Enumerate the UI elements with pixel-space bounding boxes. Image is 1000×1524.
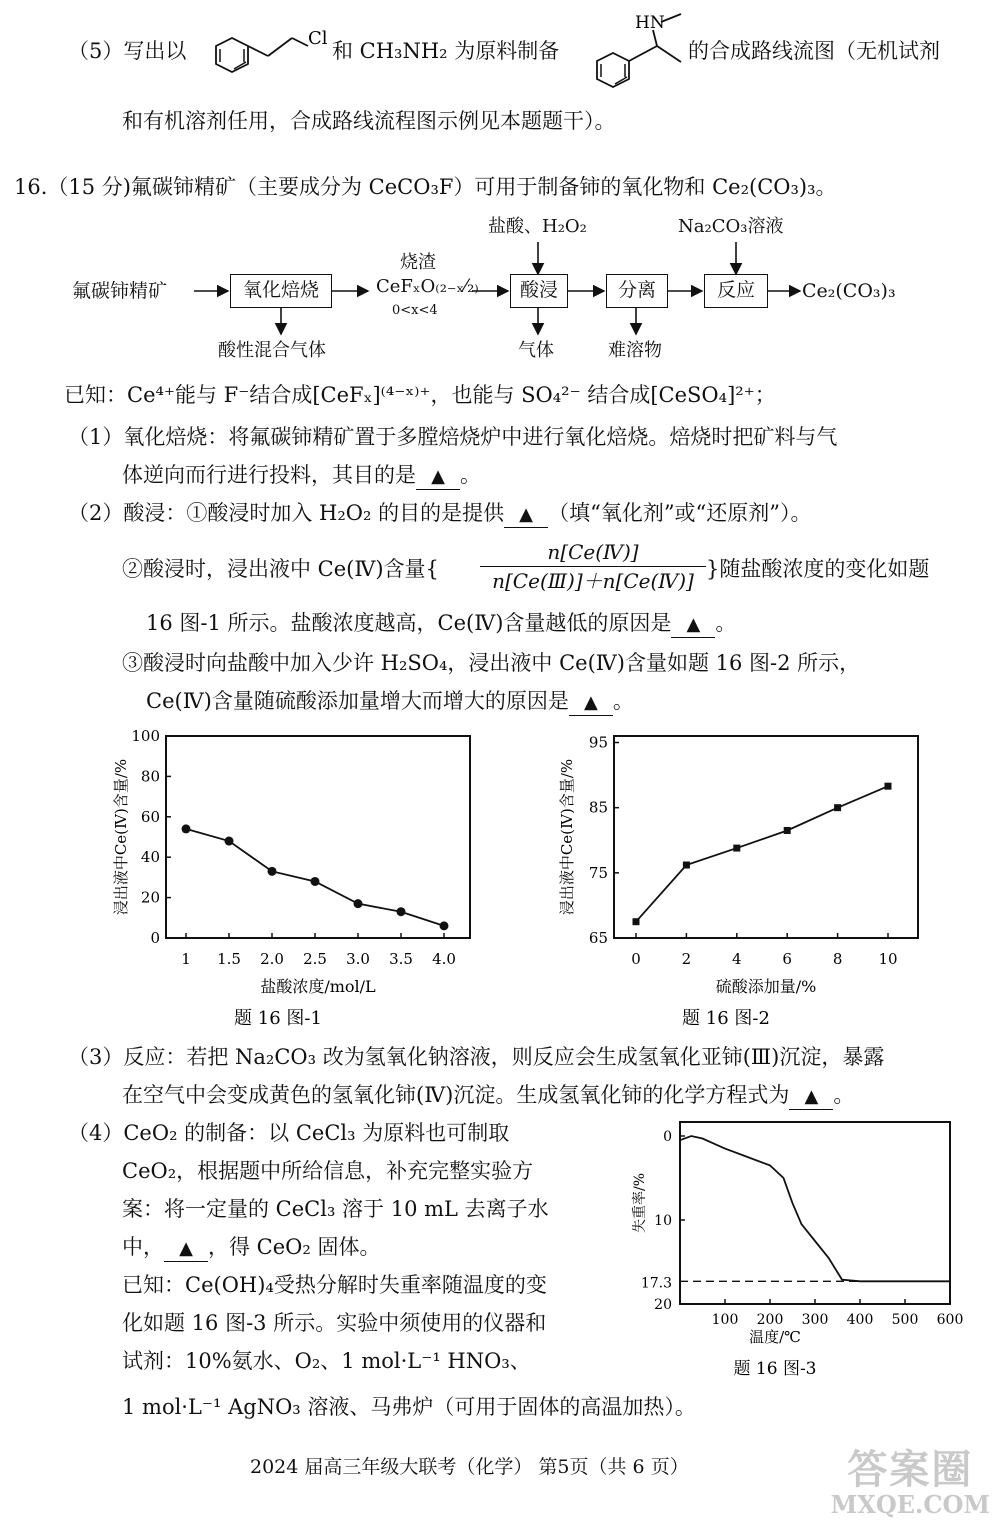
page-footer: 2024 届高三年级大联考（化学） 第5页（共 6 页） xyxy=(250,1456,689,1478)
q16-3-line2: 在空气中会变成黄色的氢氧化铈(Ⅳ)沉淀。生成氢氧化铈的化学方程式为 ▲ 。 xyxy=(122,1080,854,1110)
q16-2-part3: ③酸浸时向盐酸中加入少许 H₂SO₄，浸出液中 Ce(Ⅳ)含量如题 16 图-2 所示， xyxy=(122,651,861,675)
y-tick-label: 85 xyxy=(588,798,608,817)
flow-out-gas-mixture: 酸性混合气体 xyxy=(218,340,326,361)
watermark-logo: 答案圈 MXQE.COM xyxy=(830,1446,990,1519)
x-tick-label: 400 xyxy=(846,1312,874,1328)
x-tick-label: 8 xyxy=(832,950,843,968)
y-axis-label: 浸出液中Ce(Ⅳ)含量/% xyxy=(558,758,576,916)
known-info: 已知：Ce⁴⁺能与 F⁻结合成[CeFₓ]⁽⁴⁻ˣ⁾⁺，也能与 SO₄²⁻ 结合成[CeSO₄]²⁺； xyxy=(64,383,776,407)
data-point xyxy=(311,877,320,886)
x-tick-label: 1.5 xyxy=(217,950,241,968)
x-tick-label: 2 xyxy=(681,950,692,968)
y-tick-label: 80 xyxy=(140,767,160,786)
data-point xyxy=(182,824,191,833)
q5-intro: （5）写出以 xyxy=(68,39,187,63)
chart-fig3 xyxy=(620,1116,980,1386)
y-tick-label: 65 xyxy=(588,929,608,947)
answer-blank: ▲ xyxy=(416,465,460,490)
y-tick-label: 20 xyxy=(654,1297,672,1313)
figure-caption: 题 16 图-2 xyxy=(682,1008,770,1029)
y-tick-label: 100 xyxy=(131,727,160,745)
y-ref-label: 17.3 xyxy=(640,1275,672,1292)
x-tick-label: 500 xyxy=(891,1312,919,1328)
x-tick-label: 3.5 xyxy=(389,950,413,968)
q16-2-part2-end: }随盐酸浓度的变化如题 xyxy=(706,557,930,581)
y-axis-label: 浸出液中Ce(Ⅳ)含量/% xyxy=(112,758,130,916)
data-point xyxy=(784,827,791,834)
answer-blank: ▲ xyxy=(164,1237,208,1262)
q16-4-line3: 案：将一定量的 CeCl₃ 溶于 10 mL 去离子水 xyxy=(122,1197,549,1221)
cl-label: Cl xyxy=(308,28,328,49)
answer-blank: ▲ xyxy=(569,691,613,716)
chart-fig2 xyxy=(548,724,938,1040)
x-tick-label: 2.5 xyxy=(303,950,327,968)
fraction-denominator: n[Ce(Ⅲ)]＋n[Ce(Ⅳ)] xyxy=(492,569,694,593)
x-axis-label: 硫酸添加量/% xyxy=(715,977,817,996)
q16-4-line1: （4）CeO₂ 的制备：以 CeCl₃ 为原料也可制取 xyxy=(68,1121,510,1145)
figure-caption: 题 16 图-1 xyxy=(234,1008,322,1029)
answer-blank: ▲ xyxy=(789,1085,833,1110)
q5-mid: 和 CH₃NH₂ 为原料制备 xyxy=(332,39,560,63)
answer-blank: ▲ xyxy=(504,503,548,528)
x-axis-label: 温度/℃ xyxy=(749,1328,801,1346)
y-tick-label: 0 xyxy=(150,929,160,947)
x-axis-label: 盐酸浓度/mol/L xyxy=(260,977,376,996)
x-tick-label: 2.0 xyxy=(260,950,284,968)
data-point xyxy=(397,907,406,916)
flow-residue-label: 烧渣 xyxy=(400,252,436,273)
q16-4-line5: 已知：Ce(OH)₄受热分解时失重率随温度的变 xyxy=(122,1273,547,1297)
fraction-numerator: n[Ce(Ⅳ)] xyxy=(480,538,706,567)
flow-box-separate: 分离 xyxy=(606,274,668,308)
y-tick-label: 0 xyxy=(663,1129,672,1145)
x-tick-label: 10 xyxy=(878,950,898,968)
answer-blank: ▲ xyxy=(671,613,715,638)
q16-4-line6: 化如题 16 图-3 所示。实验中须使用的仪器和 xyxy=(122,1311,547,1335)
data-point xyxy=(440,921,449,930)
q16-2-part2-start: ②酸浸时，浸出液中 Ce(Ⅳ)含量{ xyxy=(122,557,439,581)
y-tick-label: 40 xyxy=(140,848,160,867)
flow-product: Ce₂(CO₃)₃ xyxy=(802,280,896,302)
flow-box-react: 反应 xyxy=(704,274,768,308)
q16-4-line7: 试剂：10%氨水、O₂、1 mol·L⁻¹ HNO₃、 xyxy=(122,1349,531,1373)
data-point xyxy=(268,867,277,876)
x-tick-label: 1 xyxy=(181,950,191,968)
figure-caption: 题 16 图-3 xyxy=(733,1359,817,1379)
q16-1-line2: 体逆向而行进行投料，其目的是 ▲ 。 xyxy=(122,460,481,490)
q16-3-line1: （3）反应：若把 Na₂CO₃ 改为氢氧化钠溶液，则反应会生成氢氧化亚铈(Ⅲ)沉淀，暴露 xyxy=(68,1045,885,1069)
q16-4-line2: CeO₂，根据题中所给信息，补充完整实验方 xyxy=(122,1159,534,1183)
target-amine-structure xyxy=(585,6,695,96)
q16-2-line3: 16 图-1 所示。盐酸浓度越高，Ce(Ⅳ)含量越低的原因是 ▲ 。 xyxy=(146,608,736,638)
series-line xyxy=(636,786,888,922)
y-tick-label: 95 xyxy=(588,733,608,752)
flow-residue-formula: CeFₓO₍₂₋ₓ⁄₂₎ xyxy=(376,276,479,297)
data-point xyxy=(733,845,740,852)
ce-fraction xyxy=(480,538,706,595)
data-point xyxy=(834,804,841,811)
q16-2-part3-line2: Ce(Ⅳ)含量随硫酸添加量增大而增大的原因是 ▲ 。 xyxy=(146,686,634,716)
x-tick-label: 100 xyxy=(711,1312,739,1328)
y-tick-label: 10 xyxy=(654,1213,672,1229)
x-tick-label: 6 xyxy=(782,950,792,968)
series-line xyxy=(680,1136,950,1281)
data-point xyxy=(683,862,690,869)
x-tick-label: 4 xyxy=(732,950,742,968)
q5-end: 的合成路线流图（无机试剂 xyxy=(688,39,940,63)
flow-box-roast: 氧化焙烧 xyxy=(230,274,332,308)
flow-out-insoluble: 难溶物 xyxy=(608,340,662,361)
q16-header: 16.（15 分)氟碳铈精矿（主要成分为 CeCO₃F）可用于制备铈的氧化物和 Ce₂(CO₃)₃。 xyxy=(14,175,837,199)
q16-1-line1: （1）氧化焙烧：将氟碳铈精矿置于多膛焙烧炉中进行氧化焙烧。焙烧时把矿料与气 xyxy=(68,425,838,449)
q16-2-line1: （2）酸浸：①酸浸时加入 H₂O₂ 的目的是提供 ▲ （填“氧化剂”或“还原剂”）。 xyxy=(68,498,812,528)
q16-4-line8: 1 mol·L⁻¹ AgNO₃ 溶液、马弗炉（可用于固体的高温加热）。 xyxy=(122,1395,696,1419)
hn-label: HN xyxy=(635,13,665,33)
flow-residue-condition: 0<x<4 xyxy=(392,303,438,318)
x-tick-label: 300 xyxy=(801,1312,829,1328)
plot-frame xyxy=(680,1122,950,1304)
flow-out-gas: 气体 xyxy=(518,340,554,361)
x-tick-label: 200 xyxy=(756,1312,784,1328)
chart-fig1 xyxy=(100,724,490,1040)
data-point xyxy=(885,783,892,790)
data-point xyxy=(225,837,234,846)
flow-box-leach: 酸浸 xyxy=(510,274,568,308)
flow-start: 氟碳铈精矿 xyxy=(72,280,168,302)
y-tick-label: 60 xyxy=(140,807,160,826)
chloroethylbenzene-structure xyxy=(196,16,336,84)
y-axis-label: 失重率/% xyxy=(632,1172,648,1234)
flow-in-acid: 盐酸、H₂O₂ xyxy=(488,216,587,237)
x-tick-label: 0 xyxy=(631,950,641,968)
data-point xyxy=(354,899,363,908)
x-tick-label: 3.0 xyxy=(346,950,370,968)
y-tick-label: 20 xyxy=(140,888,160,907)
x-tick-label: 4.0 xyxy=(432,950,456,968)
x-tick-label: 600 xyxy=(936,1312,964,1328)
flow-in-carbonate: Na₂CO₃溶液 xyxy=(678,216,784,237)
q16-4-line4: 中， ▲ ，得 CeO₂ 固体。 xyxy=(122,1232,380,1262)
q5-line2: 和有机溶剂任用，合成路线流程图示例见本题题干）。 xyxy=(122,109,616,133)
y-tick-label: 75 xyxy=(588,863,608,882)
data-point xyxy=(633,918,640,925)
